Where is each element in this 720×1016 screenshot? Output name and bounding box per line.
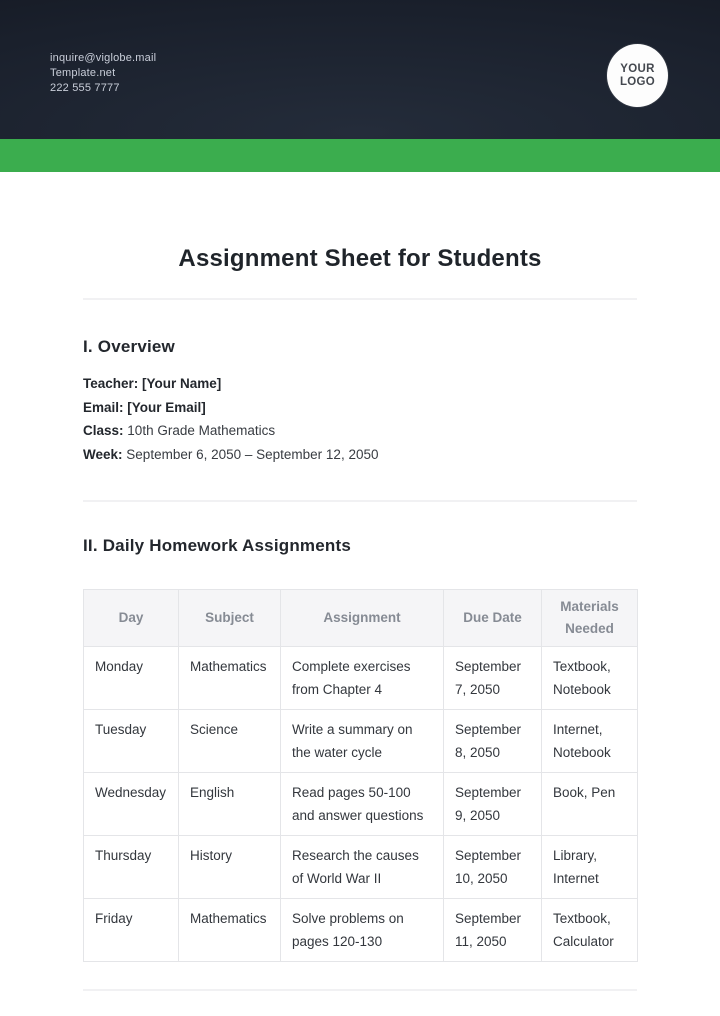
table-cell: Textbook, Calculator <box>542 899 638 962</box>
field-class-label: Class: <box>83 423 124 438</box>
divider <box>83 500 637 502</box>
field-teacher-value: [Your Name] <box>142 376 222 391</box>
table-cell: Mathematics <box>179 647 281 710</box>
table-cell: September 8, 2050 <box>444 710 542 773</box>
table-cell: Mathematics <box>179 899 281 962</box>
field-class <box>83 419 637 443</box>
contact-info <box>50 51 156 96</box>
table-cell: Book, Pen <box>542 773 638 836</box>
table-body <box>84 647 638 962</box>
table-cell: Thursday <box>84 836 179 899</box>
table-cell: Read pages 50-100 and answer questions <box>281 773 444 836</box>
column-header-materials: Materials Needed <box>542 590 638 647</box>
column-header-subject: Subject <box>179 590 281 647</box>
assignments-table <box>83 589 638 962</box>
table-cell: Library, Internet <box>542 836 638 899</box>
table-header-row <box>84 590 638 647</box>
assignments-heading: II. Daily Homework Assignments <box>83 536 351 555</box>
field-email-label: Email: <box>83 399 124 415</box>
logo-placeholder <box>607 44 668 107</box>
table-row <box>84 773 638 836</box>
table-cell: Wednesday <box>84 773 179 836</box>
field-week-value: September 6, 2050 – September 12, 2050 <box>126 446 379 462</box>
table-cell: September 11, 2050 <box>444 899 542 962</box>
field-teacher-label: Teacher: <box>83 376 139 391</box>
contact-phone: 222 555 7777 <box>50 82 120 94</box>
column-header-due-date: Due Date <box>444 590 542 647</box>
table-row <box>84 647 638 710</box>
table-cell: Internet, Notebook <box>542 710 638 773</box>
table-cell: Textbook, Notebook <box>542 647 638 710</box>
table-cell: Write a summary on the water cycle <box>281 710 444 773</box>
logo-text-line2: LOGO <box>619 75 656 88</box>
field-week <box>83 443 637 467</box>
contact-website: Template.net <box>50 67 116 79</box>
table-cell: Solve problems on pages 120-130 <box>281 899 444 962</box>
field-email-value: [Your Email] <box>127 399 206 415</box>
table-cell: Monday <box>84 647 179 710</box>
field-email <box>83 396 637 420</box>
field-week-label: Week: <box>83 446 123 462</box>
table-cell: September 7, 2050 <box>444 647 542 710</box>
field-class-value: 10th Grade Mathematics <box>127 423 276 438</box>
page-title: Assignment Sheet for Students <box>178 245 542 272</box>
column-header-day: Day <box>84 590 179 647</box>
table-cell: September 10, 2050 <box>444 836 542 899</box>
contact-email: inquire@viglobe.mail <box>50 52 157 64</box>
table-row <box>84 899 638 962</box>
table-cell: Complete exercises from Chapter 4 <box>281 647 444 710</box>
divider <box>83 298 637 300</box>
document-content <box>0 244 720 991</box>
table-cell: Tuesday <box>84 710 179 773</box>
field-teacher <box>83 372 637 396</box>
overview-heading: I. Overview <box>83 337 175 356</box>
table-cell: September 9, 2050 <box>444 773 542 836</box>
divider <box>83 989 637 991</box>
table-cell: History <box>179 836 281 899</box>
table-cell: English <box>179 773 281 836</box>
column-header-assignment: Assignment <box>281 590 444 647</box>
table-cell: Research the causes of World War II <box>281 836 444 899</box>
accent-stripe <box>0 139 720 172</box>
table-header <box>84 590 638 647</box>
logo-text-line1: YOUR <box>620 62 655 75</box>
table-cell: Friday <box>84 899 179 962</box>
table-cell: Science <box>179 710 281 773</box>
table-row <box>84 836 638 899</box>
overview-fields <box>83 372 637 466</box>
header-banner <box>0 0 720 139</box>
table-row <box>84 710 638 773</box>
